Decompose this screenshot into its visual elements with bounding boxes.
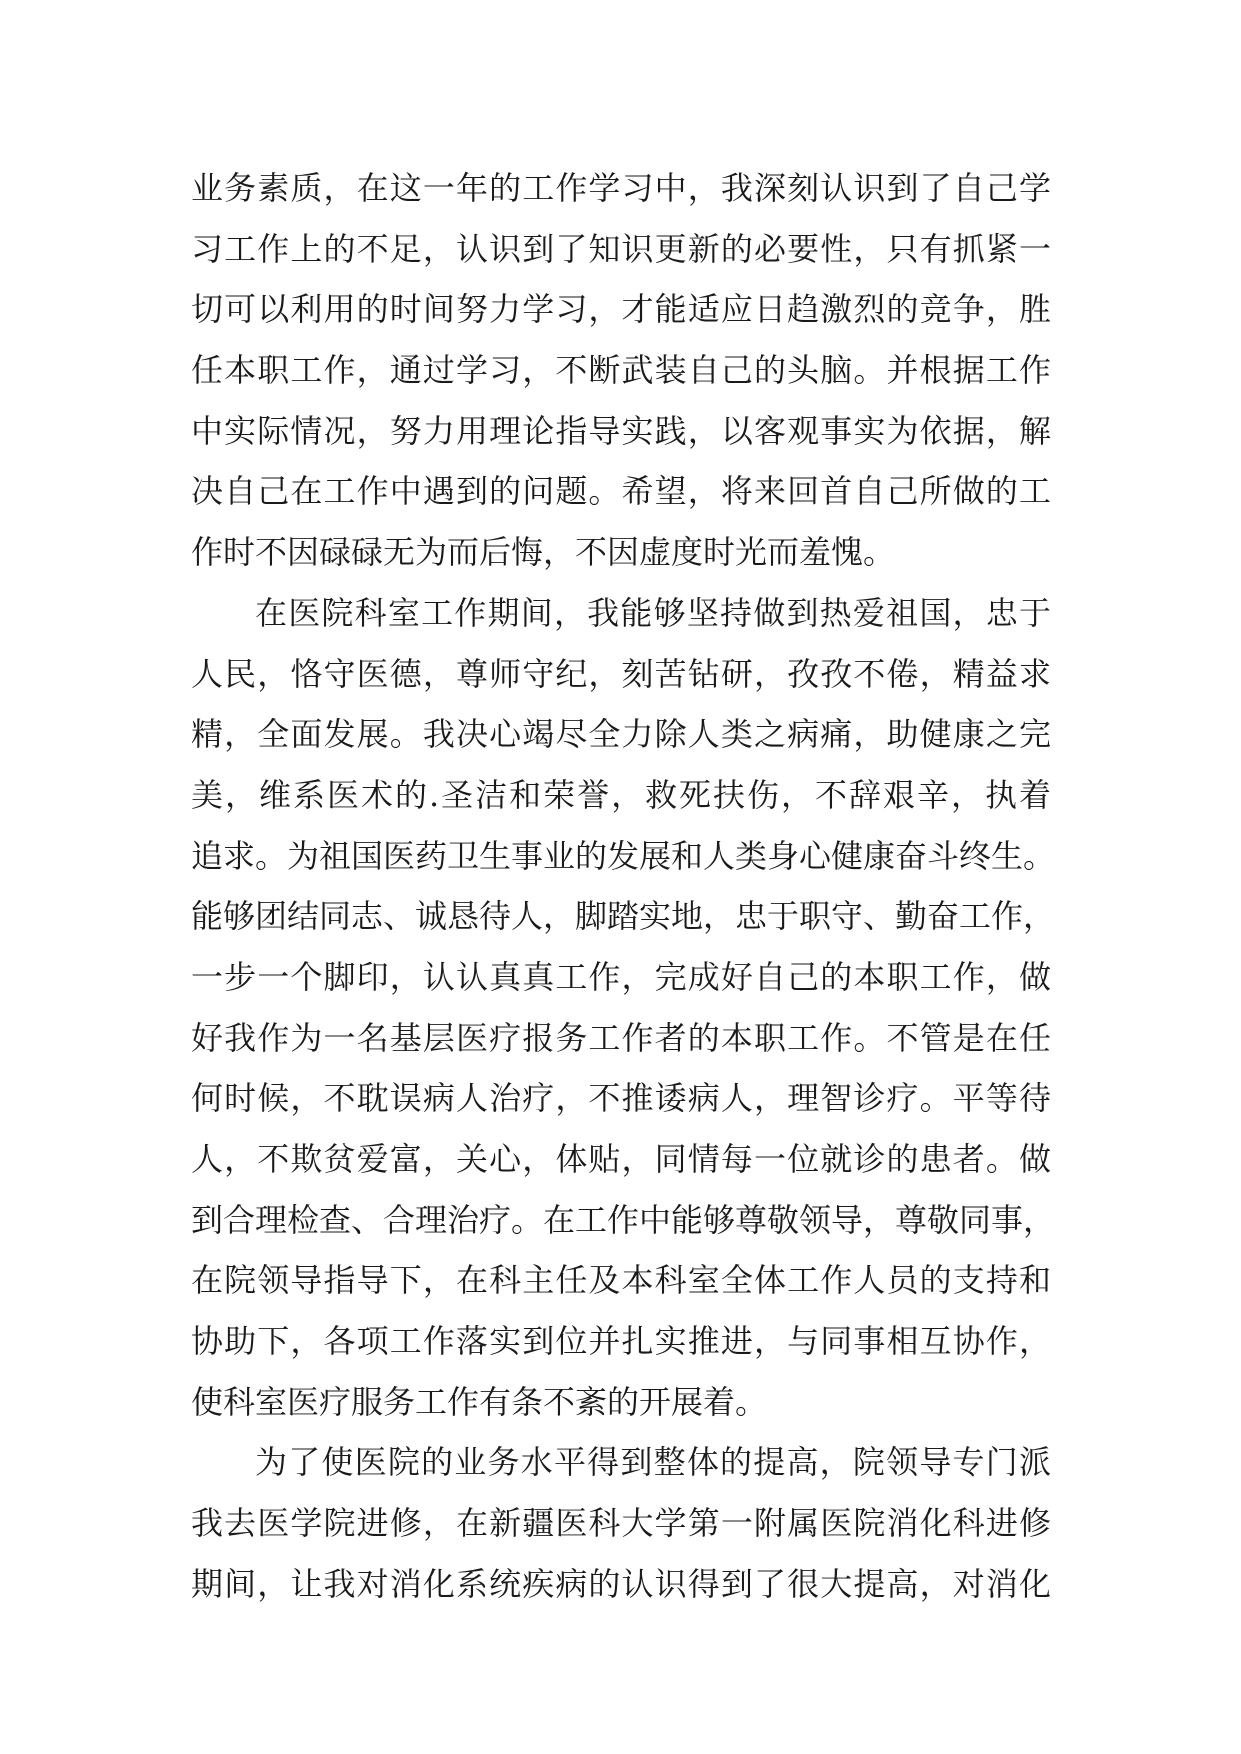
text-line: 中实际情况，努力用理论指导实践，以客观事实为依据，解	[191, 411, 1051, 450]
text-line: 决自己在工作中遇到的问题。希望，将来回首自己所做的工	[191, 472, 1051, 511]
text-line: 一步一个脚印，认认真真工作，完成好自己的本职工作，做	[191, 957, 1051, 996]
text-line: 作时不因碌碌无为而后悔，不因虚度时光而羞愧。	[191, 533, 896, 572]
text-line: 好我作为一名基层医疗报务工作者的本职工作。不管是在任	[191, 1018, 1051, 1057]
text-line: 任本职工作，通过学习，不断武装自己的头脑。并根据工作	[191, 351, 1051, 390]
text-line: 精，全面发展。我决心竭尽全力除人类之病痛，助健康之完	[191, 715, 1051, 754]
text-line: 能够团结同志、诚恳待人，脚踏实地，忠于职守、勤奋工作，	[191, 897, 1056, 936]
text-line: 为了使医院的业务水平得到整体的提高，院领导专门派	[255, 1443, 1051, 1482]
body-text	[191, 158, 1056, 1615]
text-line: 人民，恪守医德，尊师守纪，刻苦钻研，孜孜不倦，精益求	[191, 654, 1051, 693]
text-line: 在医院科室工作期间，我能够坚持做到热爱祖国，忠于	[255, 593, 1051, 632]
text-line: 在院领导指导下，在科主任及本科室全体工作人员的支持和	[191, 1261, 1051, 1300]
text-line: 追求。为祖国医药卫生事业的发展和人类身心健康奋斗终生。	[191, 836, 1056, 875]
text-line: 切可以利用的时间努力学习，才能适应日趋激烈的竞争，胜	[191, 290, 1051, 329]
text-line: 何时候，不耽误病人治疗，不推诿病人，理智诊疗。平等待	[191, 1079, 1051, 1118]
text-line: 人，不欺贫爱富，关心，体贴，同情每一位就诊的患者。做	[191, 1140, 1051, 1178]
text-line: 协助下，各项工作落实到位并扎实推进，与同事相互协作，	[191, 1322, 1051, 1361]
text-line: 美，维系医术的.圣洁和荣誉，救死扶伤，不辞艰辛，执着	[191, 775, 1051, 814]
text-line: 我去医学院进修，在新疆医科大学第一附属医院消化科进修	[191, 1504, 1051, 1543]
text-line: 使科室医疗服务工作有条不紊的开展着。	[191, 1382, 768, 1421]
text-line: 业务素质，在这一年的工作学习中，我深刻认识到了自己学	[191, 169, 1051, 207]
text-line: 习工作上的不足，认识到了知识更新的必要性，只有抓紧一	[191, 229, 1051, 268]
text-line: 到合理检查、合理治疗。在工作中能够尊敬领导，尊敬同事，	[191, 1200, 1056, 1239]
text-line: 期间，让我对消化系统疾病的认识得到了很大提高，对消化	[191, 1564, 1051, 1603]
